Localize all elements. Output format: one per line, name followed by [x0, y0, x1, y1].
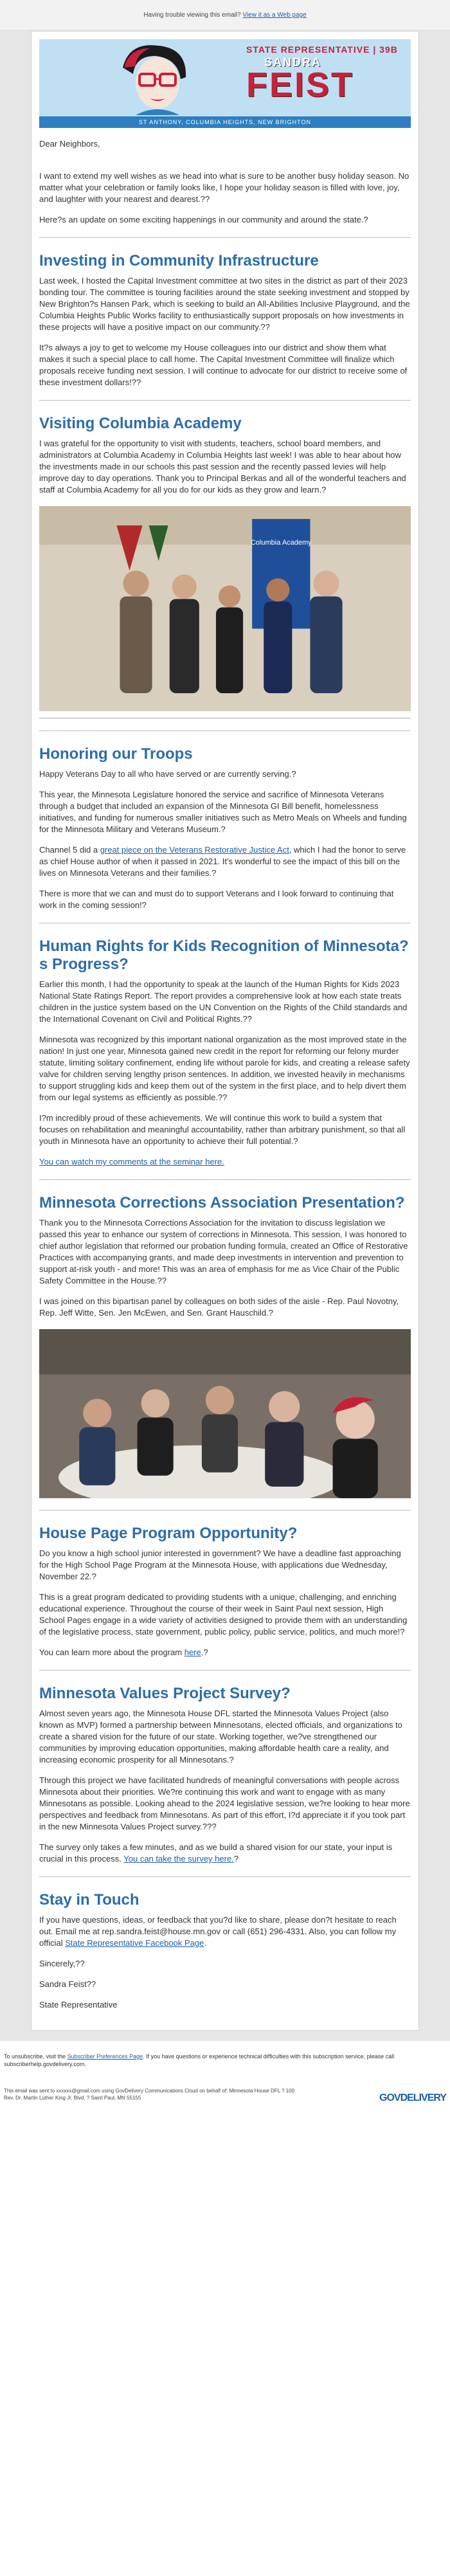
- section-divider: [39, 1876, 411, 1877]
- web-view-notice: [0, 0, 450, 30]
- rep-last-name: FEIST: [246, 66, 355, 104]
- columbia-paragraph: I was grateful for the opportunity to visit with students, teachers, school board members, and administrators at Columbia Academy in Columbia Heights last week! I was able to hear about how the investments made in our schools this past session and the recently passed levies will help improve day to day operations. Thank you to Principal Berkas and all of the wonderful teachers and staff at Columbia Academy for all you do for our kids as they grow and learn.?: [39, 439, 406, 494]
- footer-bottom: [0, 2068, 450, 2101]
- representative-portrait-illustration: [110, 42, 194, 115]
- section-title-veterans: Honoring our Troops: [39, 745, 193, 763]
- infrastructure-paragraph: It?s always a joy to get to welcome my House colleagues into our district and show them what makes it such a special place to call home. The Capital Investment Committee will finalize which proposals receive funding next session. I will continue to advocate for our district to receive some of these investment dollars!??: [39, 343, 408, 387]
- intro-paragraph: I want to extend my well wishes as we head into what is sure to be another busy holiday season. No matter what your celebration or family looks like, I hope your holiday season is filled with love, joy, and laughter with your nearest and dearest.??: [39, 171, 410, 204]
- rep-title: STATE REPRESENTATIVE | 39B: [246, 44, 398, 55]
- email-background: [0, 30, 450, 2041]
- veterans-paragraph: This year, the Minnesota Legislature honored the service and sacrifice of Minnesota Veterans through a budget that included an expansion of the Minnesota GI Bill benefit, homelessness initiatives, and funding for numerous smaller initiatives such as Metro Meals on Wheels and funding for the Minnesota Military and Veterans Museum.?: [39, 790, 407, 835]
- district-bar: ST ANTHONY, COLUMBIA HEIGHTS, NEW BRIGHTON: [39, 116, 411, 128]
- govdelivery-logo: GOVDELIVERY: [379, 2092, 446, 2103]
- footer-sent-by: This email was sent to xxxxxx@gmail.com using GovDelivery Communications Cloud on behalf of: Minnesota House DFL ? 100 Rev. Dr. Martin Luther King Jr. Blvd. ? Saint Paul, MN 55155: [4, 2088, 295, 2101]
- signoff-role: State Representative: [39, 2000, 118, 2009]
- web-view-text: Having trouble viewing this email?: [143, 11, 241, 19]
- header: [32, 32, 419, 128]
- values-paragraph: The survey only takes a few minutes, and as we build a shared vision for our state, your input is crucial in this process. You can take the survey here.?: [39, 1842, 393, 1864]
- values-paragraph: Through this project we have facilitated hundreds of meaningful conversations with people across Minnesota about their priorities. We?re continuing this work and want to engage with as many Minnesotans as possible. Looking ahead to the 2024 legislative session, we?re looking to hear more perspectives and feedback from Minnesotans. As part of this effort, I?d appreciate it if you took part in the new Minnesota Values Project survey.???: [39, 1775, 410, 1831]
- human-rights-paragraph: Earlier this month, I had the opportunity to speak at the launch of the Human Rights for Kids 2023 National State Ratings Report. The report provides a comprehensive look at how each state treats children in the justice system based on the UN Convention on the Rights of the Child standards and the International Covenant on Civil and Political Rights.??: [39, 979, 408, 1024]
- page-program-paragraph: You can learn more about the program here.?: [39, 1647, 208, 1657]
- section-title-page-program: House Page Program Opportunity?: [39, 1525, 298, 1542]
- section-divider: [39, 1670, 411, 1671]
- veterans-paragraph: Channel 5 did a great piece on the Veterans Restorative Justice Act, which I had the honor to serve as chief House author of when it passed in 2021. It's wonderful to see the impact of this bill on the lives on Minnesota Veterans and their families.?: [39, 845, 406, 878]
- values-paragraph: Almost seven years ago, the Minnesota House DFL started the Minnesota Values Project (also known as MVP) formed a partnership between Minnesotans, elected officials, and organizations to create a shared vision for the future of our state. Working together, we?ve strengthened our communities by improving education opportunities, making affordable health care a reality, and increasing economic prosperity for all Minnesotans.?: [39, 1709, 402, 1764]
- corrections-panel-photo: [39, 1329, 411, 1498]
- footer-unsubscribe: To unsubscribe, visit the Subscriber Preferences Page. If you have questions or experience technical difficulties with this subscription service, please call subscriberhelp.govdelivery.com.: [4, 2053, 395, 2067]
- signoff-name: Sandra Feist??: [39, 1979, 96, 1989]
- signoff-sincerely: Sincerely,??: [39, 1959, 85, 1968]
- columbia-academy-photo: [39, 506, 411, 711]
- email-body: [31, 31, 419, 2031]
- seminar-comments-link[interactable]: You can watch my comments at the seminar here.: [39, 1157, 224, 1167]
- section-title-infrastructure: Investing in Community Infrastructure: [39, 252, 319, 269]
- section-title-stay-in-touch: Stay in Touch: [39, 1891, 140, 1909]
- page-program-link[interactable]: here: [184, 1647, 201, 1657]
- greeting: Dear Neighbors,: [39, 139, 100, 149]
- columbia-banner-text: Columbia Academy: [250, 539, 312, 547]
- corrections-paragraph: Thank you to the Minnesota Corrections Association for the invitation to discuss legislation we passed this year to enhance our system of corrections in Minnesota. This session, I was honored to chief author legislation that reformed our probation funding formula, created an Office of Restorative Practices with accompanying grants, and made deep investments in intervention and prevention to support at-risk youth - and more! This was an area of emphasis for me as Vice Chair of the Public Safety Committee in the House.??: [39, 1218, 408, 1286]
- human-rights-paragraph: I?m incredibly proud of these achievements. We will continue this work to build a system that focuses on rehabilitation and meaningful accountability, rather than arbitrary punishment, so that all youth in Minnesota have an opportunity to achieve their full potential.?: [39, 1113, 406, 1147]
- veterans-paragraph: There is more that we can and must do to support Veterans and I look forward to continuing that work in the coming session!?: [39, 889, 394, 911]
- corrections-paragraph: I was joined on this bipartisan panel by colleagues on both sides of the aisle - Rep. Paul Novotny, Rep. Jeff Witte, Sen. Jen McEwen, and Sen. Grant Hauschild.?: [39, 1296, 399, 1318]
- photo-rule: [39, 718, 411, 719]
- rep-first-name: SANDRA: [264, 56, 322, 69]
- section-divider: [39, 1179, 411, 1180]
- section-divider: [39, 400, 411, 401]
- section-divider: [39, 237, 411, 238]
- subscriber-preferences-link[interactable]: Subscriber Preferences Page: [67, 2053, 143, 2060]
- web-view-link[interactable]: View it as a Web page: [242, 11, 307, 19]
- header-banner: [39, 39, 411, 116]
- section-divider: [39, 730, 411, 731]
- infrastructure-paragraph: Last week, I hosted the Capital Investment committee at two sites in the district as part of their 2023 bonding tour. The committee is touring facilities around the state seeking investment and stopped by New Brighton?s Hansen Park, which is seeking to build an All-Abilities Inclusive Playground, and the Columbia Heights Public Works facility to enthusiastically support proposals on how investments in these projects will have a positive impact on our community.??: [39, 276, 410, 332]
- page-program-paragraph: This is a great program dedicated to providing students with a unique, challenging, and enriching educational experience. Throughout the course of their week in Saint Paul next session, High School Pages engage in a wide variety of activities designed to provide them with an understanding of the legislative process, state government, public policy, public service, politics, and much more!?: [39, 1592, 408, 1637]
- section-title-corrections: Minnesota Corrections Association Presentation?: [39, 1194, 405, 1212]
- page-program-paragraph: Do you know a high school junior interested in government? We have a deadline fast approaching for the High School Page Program at the Minnesota House, with applications due Wednesday, November 22.?: [39, 1548, 401, 1581]
- intro-paragraph: Here?s an update on some exciting happenings in our community and around the state.?: [39, 215, 368, 224]
- section-title-columbia-academy: Visiting Columbia Academy: [39, 415, 242, 432]
- section-title-values-survey: Minnesota Values Project Survey?: [39, 1685, 291, 1702]
- human-rights-paragraph: Minnesota was recognized by this important national organization as the most improved state in the nation! In just one year, Minnesota gained new credit in the report for reforming our felony murder statute, limiting solitary confinement, ending life without parole for kids, and creating a release safety valve for children serving lengthy prison sentences. In addition, we invested heavily in mechanisms to support struggling kids and keep them out of the system in the first place, and to help divert them from our legal systems as efficiently as possible.??: [39, 1035, 410, 1103]
- newsletter-content: [32, 138, 419, 2030]
- facebook-page-link[interactable]: State Representative Facebook Page: [65, 1938, 204, 1948]
- veterans-paragraph: Happy Veterans Day to all who have served or are currently serving.?: [39, 769, 296, 779]
- section-title-human-rights: Human Rights for Kids Recognition of Minnesota?s Progress?: [39, 938, 409, 974]
- contact-paragraph: If you have questions, ideas, or feedback that you?d like to share, please don?t hesitate to reach out. Email me at rep.sandra.feist@house.mn.gov or call (651) 296-4331. Also, you can follow my official State Representative Facebook Page.: [39, 1915, 397, 1948]
- survey-link[interactable]: You can take the survey here.: [123, 1854, 234, 1864]
- human-rights-link-paragraph: [39, 1156, 411, 1168]
- channel5-story-link[interactable]: great piece on the Veterans Restorative Justice Act: [100, 845, 289, 855]
